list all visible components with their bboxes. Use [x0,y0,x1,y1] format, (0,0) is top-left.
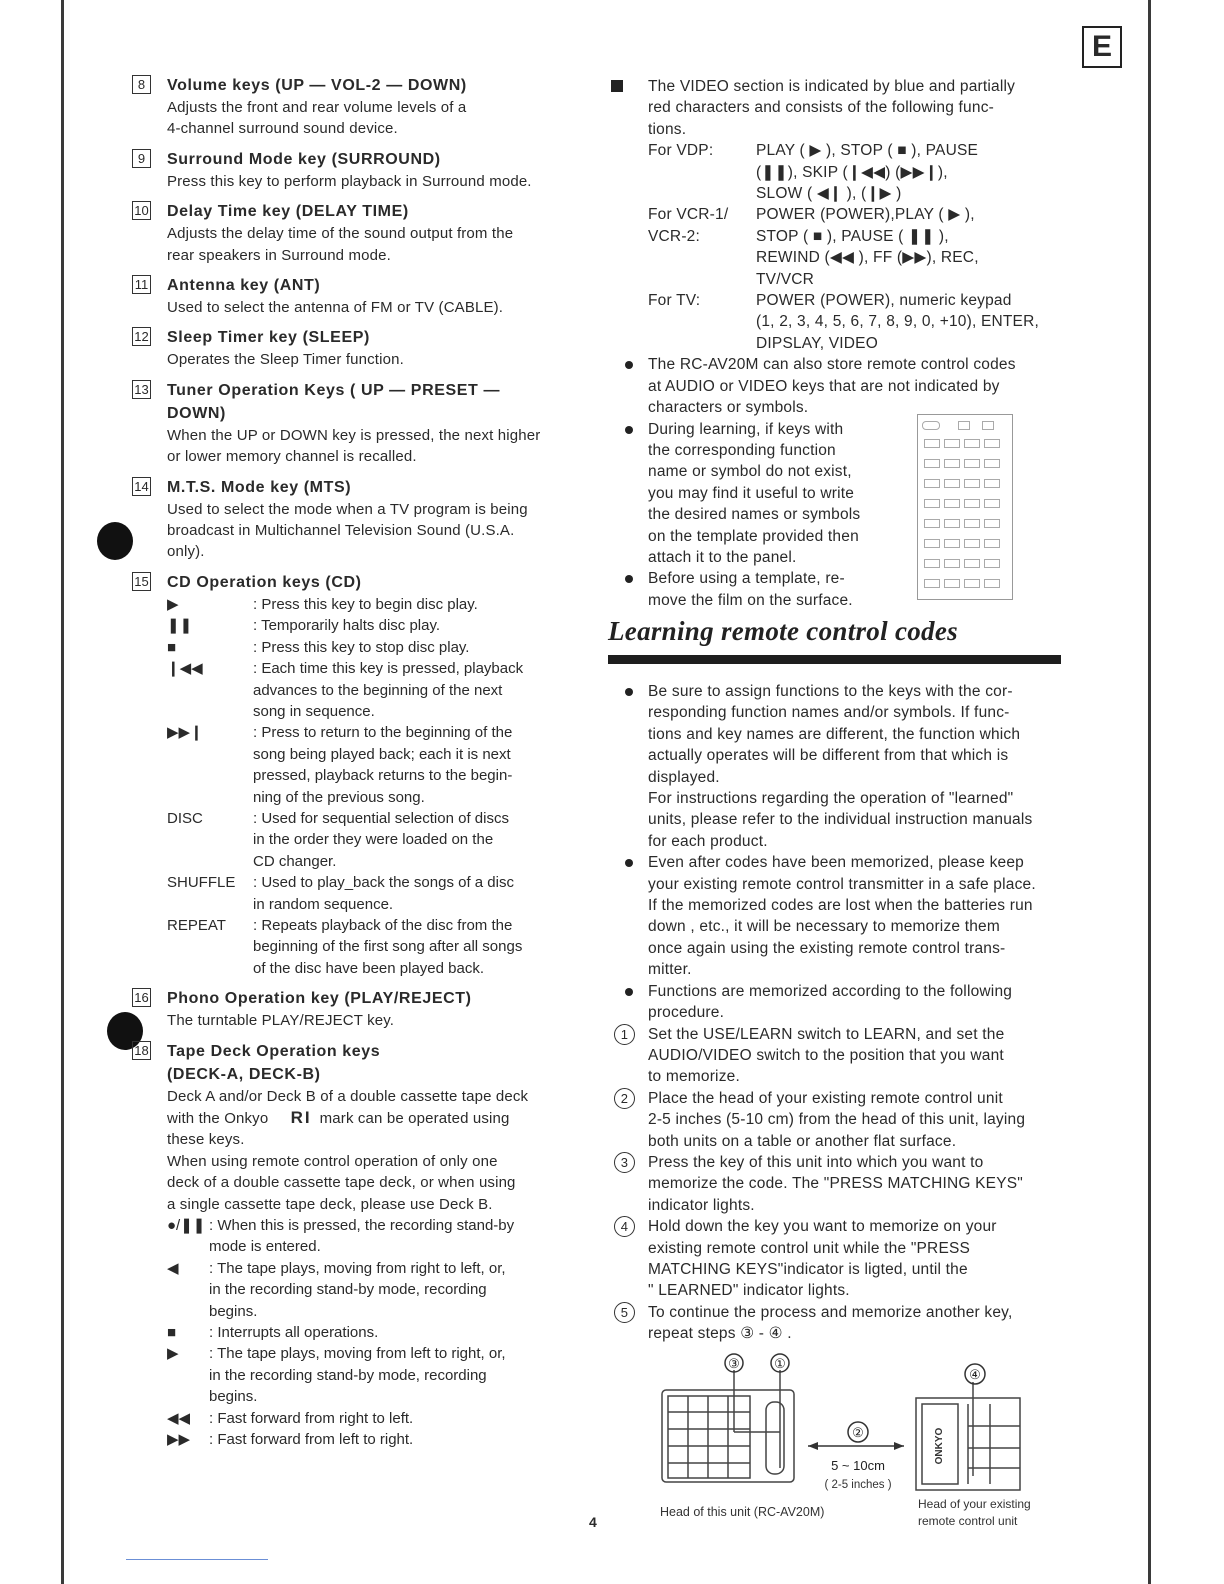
desc-line: PLAY ( ▶ ), STOP ( ■ ), PAUSE [756,142,979,160]
desc-line: When using remote control operation of only one [167,1152,498,1170]
punch-hole-icon [97,522,133,560]
key-row [167,1343,585,1407]
desc-line: these keys. [167,1131,245,1149]
key-item [130,148,585,192]
item-number: 11 [132,275,151,294]
desc-line: in the recording stand-by mode, recording [209,1281,487,1299]
step-number-icon: 5 [614,1302,635,1323]
desc-line: During learning, if keys with [648,420,844,438]
desc-line: repeat steps ③ - ④ . [648,1325,792,1343]
desc-line: Before using a template, re- [648,570,845,588]
caption-existing-2: remote control unit [918,1514,1018,1528]
desc-line: : Used to play_back the songs of a disc [253,874,514,892]
learning-bullets [608,681,1068,1024]
bullet-dot-icon [625,361,633,369]
key-description [209,1258,585,1322]
item-title: Tuner Operation Keys ( UP — PRESET — [167,381,501,399]
device-name: VCR-2: [648,227,701,245]
desc-line: actually operates will be different from that which is [648,747,1009,765]
item-title: Antenna key (ANT) [167,277,321,295]
key-symbol: ●/❚❚ [167,1217,206,1235]
desc-line: memorize the code. The "PRESS MATCHING KEYS" [648,1175,1023,1193]
desc-line: once again using the existing remote control trans- [648,939,1006,957]
desc-line: : Press this key to begin disc play. [253,595,478,613]
desc-line: advances to the beginning of the next [253,681,503,699]
desc-line: The RC-AV20M can also store remote control codes [648,356,1016,374]
desc-line: Be sure to assign functions to the keys with the cor- [648,683,1013,700]
item-title: Phono Operation key (PLAY/REJECT) [167,990,472,1008]
desc-line: mode is entered. [209,1238,321,1256]
tape-key-list [167,1215,585,1450]
desc-line: POWER (POWER), numeric keypad [756,292,1012,310]
item-title-cont: (DECK-A, DECK-B) [167,1065,321,1083]
desc-line: existing remote control unit while the "PRESS [648,1239,971,1257]
cd-key-list [167,594,585,979]
key-symbol: ■ [167,638,177,656]
desc-line: song in sequence. [253,702,375,720]
caption-existing-1: Head of your existing [918,1497,1031,1511]
key-row [167,872,585,915]
desc-line: CD changer. [253,852,337,870]
desc-line: with the Onkyo RI mark can be operated using [167,1108,510,1127]
key-row [167,1429,585,1450]
callout-four: ④ [969,1367,981,1382]
desc-line: : The tape plays, moving from right to left, or, [209,1259,506,1277]
key-description [209,1408,585,1429]
key-item [130,379,585,468]
item-number: 12 [132,327,151,346]
bullet-dot-icon [625,426,633,434]
existing-remote-icon [916,1382,1020,1490]
desc-line: characters or symbols. [648,399,809,417]
desc-line: of the disc have been played back. [253,959,484,977]
brand-label: ONKYO [934,1427,945,1465]
desc-line: both units on a table or another flat surface. [648,1132,957,1150]
item-number: 9 [132,149,151,168]
callout-one: ① [774,1356,786,1371]
callout-two: ② [852,1425,864,1440]
step-number-icon: 3 [614,1152,635,1173]
key-item [130,476,585,563]
desc-line: : Temporarily halts disc play. [253,617,441,635]
template-illustration [917,414,1013,600]
key-description [209,1429,585,1450]
desc-line: your existing remote control transmitter in a safe place. [648,875,1036,893]
device-functions [756,204,1068,290]
key-item [130,274,585,318]
step-number-icon: 2 [614,1088,635,1109]
desc-line: Even after codes have been memorized, please keep [648,854,1024,872]
key-description [253,722,585,808]
item-description [167,499,585,563]
desc-line: the desired names or symbols [648,506,861,524]
cd-operation-keys [130,571,585,979]
desc-line: Set the USE/LEARN switch to LEARN, and set the [648,1025,1005,1043]
desc-line: broadcast in Multichannel Television Sound (U.S.A. [167,522,515,540]
bullet-paragraph [608,852,1068,980]
key-item [130,326,585,370]
desc-line: Functions are memorized according to the following [648,982,1013,1000]
desc-line: (1, 2, 3, 4, 5, 6, 7, 8, 9, 0, +10), ENTER, [756,313,1039,331]
this-unit-icon [662,1370,794,1482]
phono-operation-key [130,987,585,1031]
key-symbol: ▶▶❙ [167,724,203,742]
learning-section [608,681,1068,1345]
desc-line: " LEARNED" indicator lights. [648,1282,850,1300]
desc-line: begins. [209,1388,258,1406]
desc-line: To continue the process and memorize another key, [648,1303,1013,1321]
desc-line: in random sequence. [253,895,394,913]
key-description [253,808,585,872]
item-number: 10 [132,201,151,220]
key-row [167,915,585,979]
item-title: Sleep Timer key (SLEEP) [167,329,370,347]
tape-description [167,1086,585,1215]
desc-line: song being played back; each it is next [253,745,511,763]
key-row [167,808,585,872]
desc-line: displayed. [648,768,720,786]
desc-line: a single cassette tape deck, please use Deck B. [167,1195,493,1213]
desc-line: : Repeats playback of the disc from the [253,916,513,934]
footer-line [126,1559,268,1560]
desc-line: Press this key to perform playback in Surround mode. [167,172,532,190]
desc-line: attach it to the panel. [648,548,797,566]
key-description [253,615,585,636]
page-frame-right [1148,0,1151,1584]
desc-line: (❚❚), SKIP (❙◀◀) (▶▶❙), [756,163,948,181]
desc-line: only). [167,543,205,561]
video-function-list [648,140,1068,354]
left-column [130,74,585,1459]
key-symbol: REPEAT [167,916,226,934]
item-number: 18 [132,1041,151,1060]
key-symbol: ▶ [167,1345,179,1363]
desc-line: POWER (POWER),PLAY ( ▶ ), [756,206,975,224]
desc-line: in the order they were loaded on the [253,831,494,849]
item-description [167,223,585,266]
key-row [167,1322,585,1343]
key-description [209,1322,585,1343]
desc-line: Used to select the antenna of FM or TV (CABLE). [167,299,504,317]
item-title: Delay Time key (DELAY TIME) [167,203,409,221]
device-name: For VDP: [648,142,714,160]
item-title: CD Operation keys (CD) [167,573,362,591]
procedure-steps [608,1024,1068,1345]
video-row [648,204,1068,290]
key-symbol: SHUFFLE [167,874,236,892]
device-functions [756,140,1068,204]
page-frame-left [61,0,64,1584]
section-title: Learning remote control codes [608,616,958,646]
key-description [209,1215,585,1258]
bullet-dot-icon [625,859,633,867]
desc-line: Hold down the key you want to memorize on your [648,1218,997,1236]
procedure-step [608,1302,1068,1345]
desc-line: : Press to return to the beginning of the [253,724,513,742]
bullet-paragraph [608,681,1068,852]
callout-three: ③ [728,1356,740,1371]
item-title: Volume keys (UP — VOL-2 — DOWN) [167,77,467,94]
key-symbol: ▶ [167,595,179,613]
desc-line: in the recording stand-by mode, recording [209,1366,487,1384]
key-symbol: ❚❚ [167,617,193,635]
item-description [167,297,585,318]
bullet-dot-icon [625,988,633,996]
desc-line: at AUDIO or VIDEO keys that are not indicated by [648,377,1000,395]
desc-line: Operates the Sleep Timer function. [167,351,404,369]
key-row [167,615,585,636]
desc-line: Deck A and/or Deck B of a double cassette tape deck [167,1087,529,1105]
desc-line: : The tape plays, moving from left to right, or, [209,1345,506,1363]
key-descriptions [130,74,585,563]
key-description [253,637,585,658]
key-row [167,1408,585,1429]
item-description [167,349,585,370]
learning-diagram [650,1346,1070,1536]
item-description [167,171,585,192]
item-number: 13 [132,380,151,399]
step-number-icon: 4 [614,1216,635,1237]
desc-line: MATCHING KEYS"indicator is ligted, until the [648,1260,968,1278]
desc-line: to memorize. [648,1068,740,1086]
key-description [253,594,585,615]
item-description [167,425,585,468]
desc-line: TV/VCR [756,270,815,288]
item-description [167,97,585,140]
desc-line: down , etc., it will be necessary to memorize them [648,918,1000,936]
desc-line: tions and key names are different, the function which [648,725,1021,743]
distance-inches: ( 2-5 inches ) [824,1479,892,1491]
desc-line: the corresponding function [648,441,836,459]
key-description [253,915,585,979]
page-number: 4 [589,1514,597,1530]
title-rule [608,655,1061,664]
device-label [648,204,756,290]
key-symbol: ▶▶ [167,1431,191,1449]
desc-line: Adjusts the delay time of the sound output from the [167,225,514,243]
caption-this-unit: Head of this unit (RC-AV20M) [660,1505,825,1519]
desc-line: : When this is pressed, the recording stand-by [209,1217,515,1235]
ri-logo-icon: RI [290,1108,312,1127]
item-title: Tape Deck Operation keys [167,1042,381,1060]
device-functions [756,290,1068,354]
item-number: 16 [132,988,151,1007]
procedure-step [608,1216,1068,1302]
item-title: M.T.S. Mode key (MTS) [167,478,352,496]
desc-line: REWIND (◀◀ ), FF (▶▶), REC, [756,249,979,267]
desc-line: or lower memory channel is recalled. [167,448,417,466]
bullet-paragraph [608,981,1068,1024]
desc-line: Adjusts the front and rear volume levels of a [167,99,467,116]
desc-line: If the memorized codes are lost when the batteries run [648,897,1033,915]
tape-deck-operation-keys [130,1040,585,1451]
bullet-paragraph [608,354,1068,418]
device-name: For TV: [648,292,701,310]
desc-line: STOP ( ■ ), PAUSE ( ❚❚ ), [756,227,949,245]
item-title: Surround Mode key (SURROUND) [167,150,441,168]
key-row [167,594,585,615]
key-row [167,722,585,808]
video-row [648,140,1068,204]
desc-line: : Each time this key is pressed, playback [253,660,524,678]
key-description [209,1343,585,1407]
device-label [648,290,756,354]
desc-line: for each product. [648,832,768,850]
desc-line: Press the key of this unit into which you want to [648,1153,984,1171]
desc-line: responding function names and/or symbols. If func- [648,704,1010,722]
bullet-dot-icon [625,575,633,583]
desc-line: : Fast forward from left to right. [209,1431,414,1449]
desc-line: procedure. [648,1004,725,1022]
key-symbol: ❙◀◀ [167,660,203,678]
desc-line: pressed, playback returns to the begin- [253,767,513,785]
key-row [167,1258,585,1322]
key-row [167,658,585,722]
key-item [130,200,585,266]
bullet-dot-icon [625,688,633,696]
key-row [167,637,585,658]
desc-line: deck of a double cassette tape deck, or when using [167,1174,516,1192]
desc-line: SLOW ( ◀❙ ), (❙▶ ) [756,185,902,203]
desc-line: units, please refer to the individual instruction manuals [648,811,1033,829]
key-item [130,74,585,140]
procedure-step [608,1152,1068,1216]
step-number-icon: 1 [614,1024,635,1045]
square-bullet-icon [611,80,623,92]
desc-line: Place the head of your existing remote control unit [648,1089,1003,1107]
item-number: 8 [132,75,151,94]
desc-line: move the film on the surface. [648,591,853,609]
desc-line: rear speakers in Surround mode. [167,246,391,264]
device-label [648,140,756,204]
desc-line: DIPSLAY, VIDEO [756,334,878,352]
desc-line: on the template provided then [648,527,859,545]
desc-line: ning of the previous song. [253,788,425,806]
desc-line: indicator lights. [648,1196,755,1214]
desc-line: 2-5 inches (5-10 cm) from the head of this unit, laying [648,1111,1026,1129]
item-number: 15 [132,572,151,591]
language-tab: E [1082,26,1122,68]
desc-line: : Fast forward from right to left. [209,1409,414,1427]
key-row [167,1215,585,1258]
desc-line: For instructions regarding the operation of "learned" [648,790,1014,808]
key-description [253,658,585,722]
desc-line: name or symbol do not exist, [648,463,852,481]
video-row [648,290,1068,354]
desc-line: : Press this key to stop disc play. [253,638,470,656]
desc-line: Used to select the mode when a TV program is being [167,500,528,518]
desc-line: mitter. [648,961,692,979]
procedure-step [608,1024,1068,1088]
desc-line: begins. [209,1302,258,1320]
key-symbol: ◀◀ [167,1409,191,1427]
video-section-intro: The VIDEO section is indicated by blue and partially red characters and consists of the following func- tions. For VDP: PLAY ( ▶ ), STOP ( ■ ), PAUSE (❚❚), SKIP (❙◀◀) (▶▶❙), SLOW ( ◀❙ ), (❙▶ ) For VCR-1/ VCR-2: POWER (POWER),PLAY ( ▶ ), STOP ( ■ ), PAUSE ( ❚❚ ), REWIND (◀◀ ), FF (▶▶), REC, TV/VCR For TV: POWER (POWER), numeric keypad (1, 2, 3, 4, 5, 6, 7, 8, 9, 0, +10), ENTER, DIPSLAY, VIDEO [608,76,1068,354]
item-title-cont: DOWN) [167,404,226,422]
desc-line: you may find it useful to write [648,484,855,502]
desc-line: AUDIO/VIDEO switch to the position that you want [648,1046,1004,1064]
desc-line: : Interrupts all operations. [209,1324,379,1342]
key-symbol: ◀ [167,1259,179,1277]
desc-line: 4-channel surround sound device. [167,120,398,138]
distance-label: 5 ~ 10cm [831,1458,885,1473]
device-name: For VCR-1/ [648,206,729,224]
desc-line: beginning of the first song after all songs [253,938,523,956]
desc-line: When the UP or DOWN key is pressed, the next higher [167,426,541,444]
key-symbol: DISC [167,809,203,827]
desc-line: : Used for sequential selection of discs [253,809,509,827]
key-symbol: ■ [167,1324,177,1342]
item-number: 14 [132,477,151,496]
procedure-step [608,1088,1068,1152]
item-description: The turntable PLAY/REJECT key. [167,1012,395,1030]
key-description [253,872,585,915]
